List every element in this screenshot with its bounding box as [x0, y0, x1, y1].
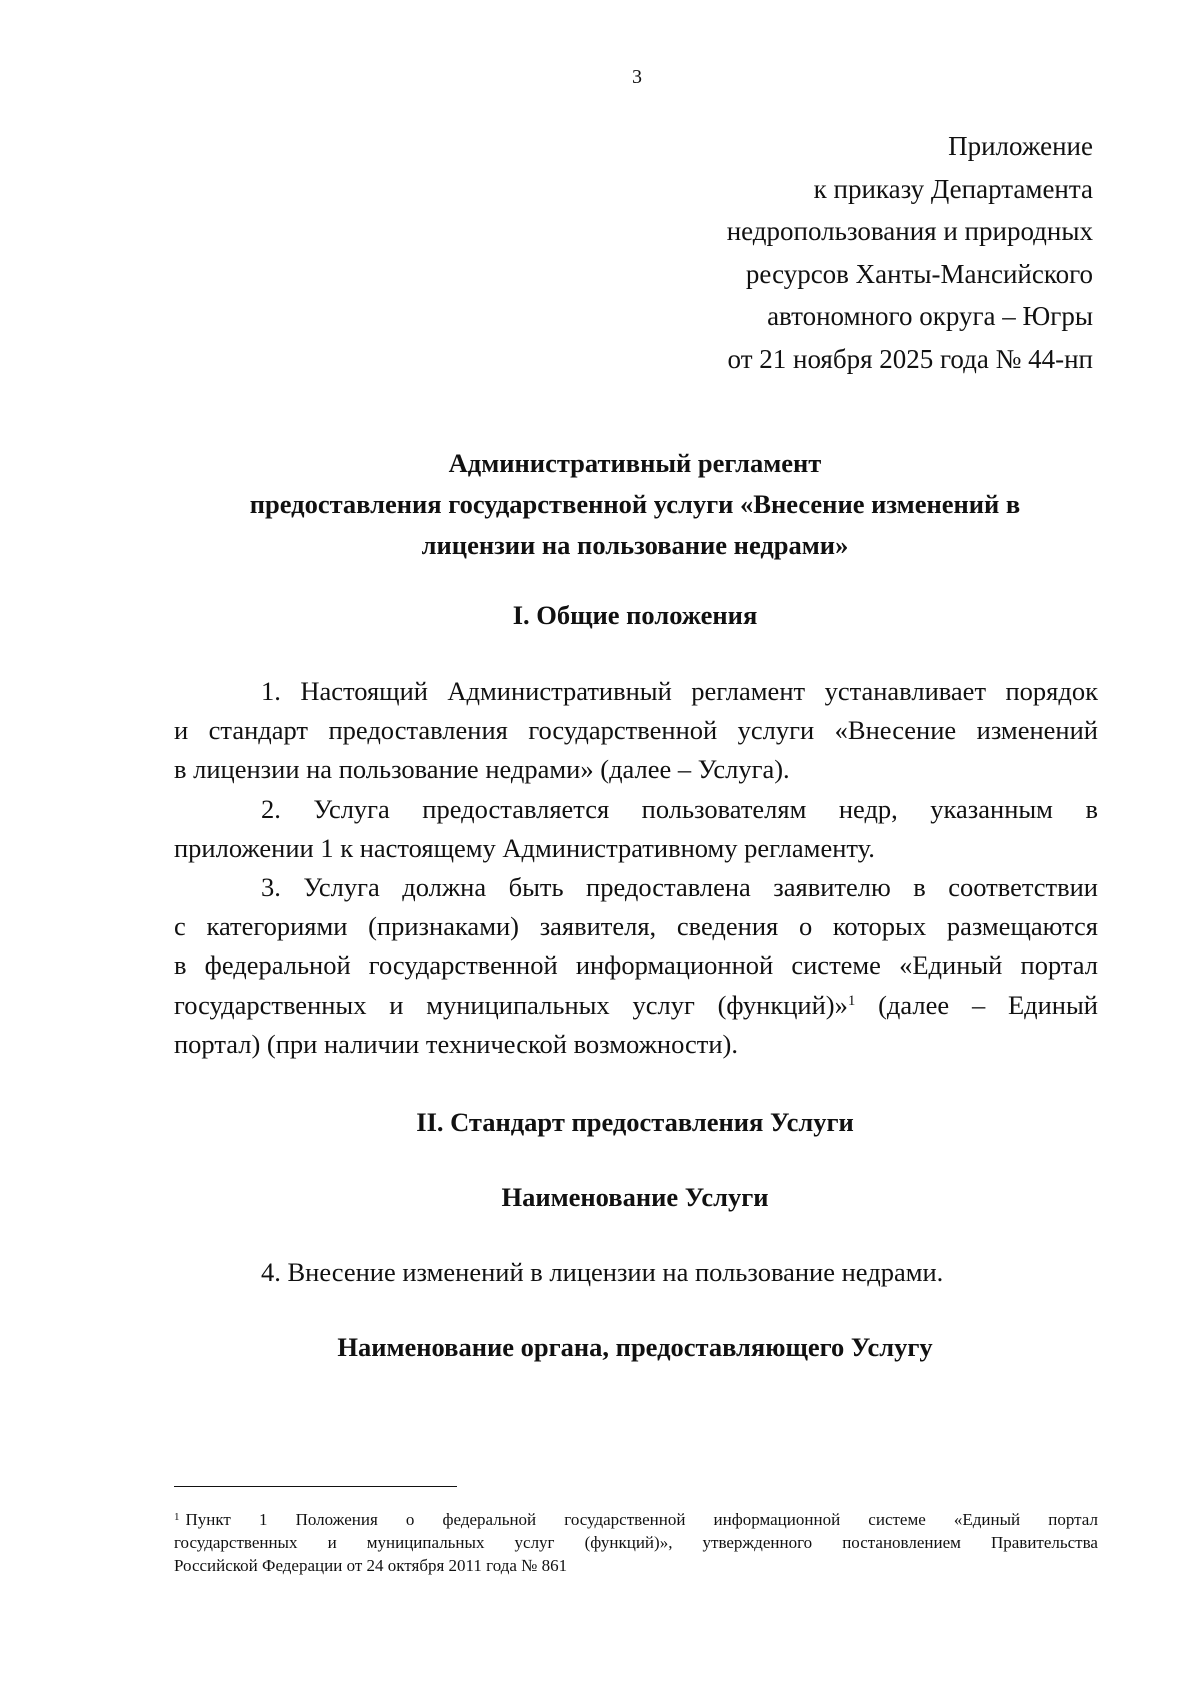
appendix-line: от 21 ноября 2025 года № 44-нп	[727, 343, 1093, 374]
paragraph-1	[174, 672, 1098, 790]
word: государственной	[564, 1510, 686, 1529]
appendix-line: к приказу Департамента	[813, 173, 1093, 204]
section-heading-general: I. Общие положения	[512, 600, 758, 630]
word: недр,	[838, 793, 898, 824]
word: «Внесение	[834, 715, 957, 746]
word: соответствии	[948, 872, 1098, 903]
word: в	[1085, 793, 1098, 824]
text-line	[174, 790, 1098, 829]
word: 1	[258, 1510, 268, 1529]
word	[718, 986, 856, 1025]
word: федеральной	[204, 950, 351, 981]
word: Положения	[295, 1510, 378, 1529]
word: о	[798, 911, 813, 942]
word: размещаются	[946, 911, 1098, 942]
word: регламент	[691, 676, 806, 706]
word: Административный	[447, 676, 672, 706]
footnote-reference: 1	[847, 992, 856, 1009]
word: муниципальных	[426, 989, 610, 1020]
word: заявителю	[773, 872, 891, 903]
word: услуг	[632, 989, 695, 1020]
title-line: предоставления государственной услуги «Внесение изменений в	[249, 489, 1021, 519]
appendix-line: недропользования и природных	[726, 216, 1093, 246]
text-line	[174, 672, 1098, 711]
word: быть	[508, 872, 564, 903]
word: услуг	[514, 1533, 555, 1552]
word: (признаками)	[368, 911, 519, 942]
word: устанавливает	[824, 676, 987, 706]
footnote-line	[174, 1531, 1098, 1554]
appendix-reference	[493, 125, 1093, 380]
title-line: лицензии на пользование недрами»	[421, 530, 849, 560]
footnote	[174, 1508, 1098, 1577]
word: портал	[1048, 1510, 1098, 1529]
document-title	[170, 443, 1100, 566]
word: о	[405, 1510, 415, 1529]
word: Единый	[1007, 989, 1098, 1020]
paragraph-3	[174, 868, 1098, 1064]
word: 3.	[261, 872, 281, 903]
word: и	[389, 989, 404, 1020]
word: указанным	[930, 793, 1053, 824]
word: государственной	[528, 715, 718, 746]
word: с	[174, 911, 186, 942]
word: государственных	[174, 989, 367, 1020]
word: информационной	[575, 950, 774, 981]
footnote-line	[174, 1508, 1098, 1531]
paragraph-2	[174, 790, 1098, 868]
word: стандарт	[208, 715, 308, 746]
text-line: в лицензии на пользование недрами» (далее – Услуга).	[174, 754, 790, 785]
word: государственных	[174, 1533, 298, 1552]
word: заявителя,	[539, 911, 657, 942]
text-line	[174, 711, 1098, 750]
word: информационной	[713, 1510, 841, 1529]
title-line: Административный регламент	[448, 448, 822, 478]
text-line	[174, 868, 1098, 907]
subheading-service-name: Наименование Услуги	[501, 1182, 769, 1212]
word: «Единый	[953, 1510, 1021, 1529]
section-heading-standard: II. Стандарт предоставления Услуги	[416, 1107, 854, 1137]
section-general-body	[174, 672, 1098, 1064]
text-line: приложении 1 к настоящему Административному регламенту.	[174, 832, 875, 863]
word: изменений	[976, 715, 1098, 746]
footnote-separator	[174, 1486, 457, 1487]
footnote-line: Российской Федерации от 24 октября 2011 года № 861	[174, 1556, 568, 1575]
text-line	[174, 946, 1098, 985]
word: должна	[402, 872, 487, 903]
word: системе	[791, 950, 881, 981]
word: которых	[832, 911, 927, 942]
word: Услуга	[313, 793, 390, 824]
word: предоставления	[328, 715, 508, 746]
word: федеральной	[442, 1510, 537, 1529]
text-line-with-footnote-ref	[174, 986, 1098, 1025]
word: 2.	[261, 793, 281, 824]
appendix-line: автономного округа – Югры	[767, 301, 1093, 331]
word: «Единый	[899, 950, 1003, 981]
appendix-line: Приложение	[948, 131, 1093, 161]
text-line: портал) (при наличии технической возможности).	[174, 1028, 738, 1059]
word: в	[174, 950, 187, 981]
word: пользователям	[641, 793, 807, 824]
word: 1.	[261, 676, 281, 706]
word: в	[913, 872, 926, 903]
word: и	[174, 715, 189, 746]
word: (функций)»,	[584, 1533, 673, 1552]
word: Услуга	[303, 872, 380, 903]
text-line	[174, 907, 1098, 946]
paragraph-4	[174, 1253, 1098, 1292]
word-text: Пункт	[185, 1510, 231, 1529]
word: услуги	[737, 715, 815, 746]
word: порядок	[1005, 676, 1098, 706]
word: (далее	[878, 989, 950, 1020]
word: Настоящий	[300, 676, 428, 706]
footnote-marker: 1	[174, 1511, 180, 1523]
word: государственной	[368, 950, 558, 981]
word: категориями	[206, 911, 348, 942]
word: муниципальных	[366, 1533, 485, 1552]
word: Правительства	[990, 1533, 1098, 1552]
page-number: 3	[632, 66, 642, 88]
word: постановлением	[842, 1533, 961, 1552]
word	[174, 1508, 231, 1531]
appendix-line: ресурсов Ханты-Мансийского	[745, 258, 1093, 289]
word: сведения	[676, 911, 779, 942]
word: портал	[1020, 950, 1098, 981]
word: утвержденного	[702, 1533, 813, 1552]
word: системе	[868, 1510, 926, 1529]
word-text: (функций)»	[717, 989, 848, 1020]
text-line: 4. Внесение изменений в лицензии на пользование недрами.	[261, 1257, 944, 1287]
subheading-service-organ: Наименование органа, предоставляющего Услугу	[337, 1332, 933, 1362]
word: предоставлена	[586, 872, 751, 903]
word: предоставляется	[422, 793, 610, 824]
word: –	[971, 989, 986, 1020]
word: и	[327, 1533, 337, 1552]
